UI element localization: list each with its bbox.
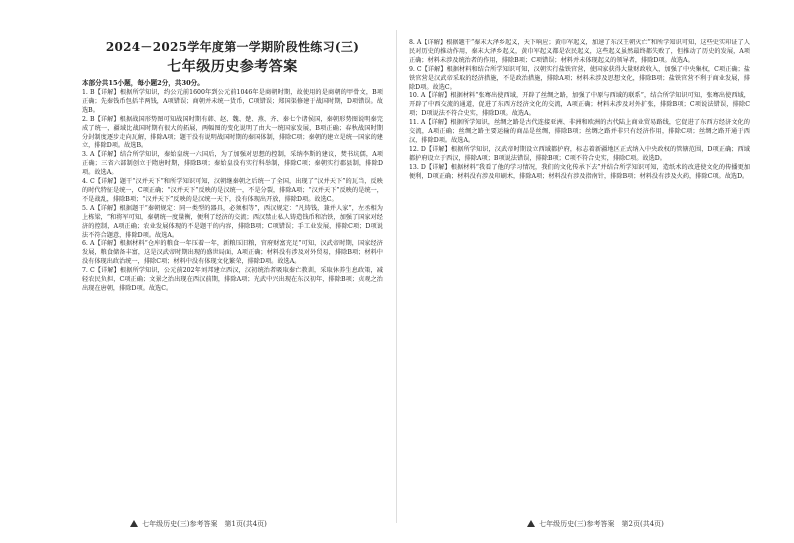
right-column xyxy=(409,39,750,513)
answer-item: 8. A【详解】根据题干“秦末大泽乡起义，天下响应；黄巾军起义，加速了东汉王朝灭亡”和所学知识可知，这些史实印证了人民对历史的推动作用，秦末大泽乡起义，黄巾军起义都是农民起义，这些起义虽然最终都失败了，但推动了历史的发展，A项正确；材料未涉及统治者的作用，排除B项；C项错误；材料并未体现起义的领导者，排除D项。故选A。 xyxy=(409,39,750,64)
footer-right xyxy=(397,519,794,529)
answer-item: 3. A【详解】结合所学知识，秦始皇统一六国后，为了加强对思想的控制，采纳李斯的建议，焚书坑儒，A项正确；三省六部制创立于隋唐时期，排除B项；秦始皇没有实行科举制，排除C项；秦朝实行郡县制，排除D项。故选A。 xyxy=(82,151,383,177)
answer-item: 11. A【详解】根据所学知识，丝绸之路是古代连接亚洲、非洲和欧洲的古代陆上商业贸易路线，它促进了东西方经济文化的交流，A项正确；丝绸之路主要运输的商品是丝绸，排除B项；丝绸之路并非只有经济作用，排除C项；丝绸之路开通于西汉，排除D项。故选A。 xyxy=(409,119,750,144)
answer-item: 7. C【详解】根据所学知识，公元前202年刘邦建立西汉，汉初统治者吸取秦亡教训，采取休养生息政策，减轻农民负担，C项正确；文景之治出现在西汉前期，排除A项；光武中兴出现在东汉初年，排除B项；贞观之治出现在唐朝，排除D项。故选C。 xyxy=(82,267,383,292)
footer-left-text: 七年级历史(三)参考答案 第1页(共4页) xyxy=(142,520,267,528)
doc-title-line1: 2024－2025学年度第一学期阶段性练习(三) xyxy=(105,40,360,54)
answer-item: 4. C【详解】题干“汉并天下”和所学知识可知，汉朝继秦朝之后统一了全国，出现了“汉并天下”的瓦当，反映的时代特征是统一，C项正确；“汉并天下”反映的是汉统一，不是分裂，排除A项；“汉并天下”反映的是统一，不是战乱，排除B项；“汉并天下”反映的是汉统一天下，没有体现出开放，排除D项。故选C。 xyxy=(82,178,383,203)
page-right xyxy=(397,0,794,543)
footer-right-text: 七年级历史(三)参考答案 第2页(共4页) xyxy=(539,520,664,528)
answer-item: 9. C【详解】根据材料和结合所学知识可知，汉朝实行盐铁官营，使国家获得大量财政收入，加强了中央集权，C项正确；盐铁官营是汉武帝采取的经济措施，不是政治措施，排除A项；材料未涉及思想文化，排除B项；盐铁官营不利于商业发展，排除D项。故选C。 xyxy=(409,65,750,91)
answer-item: 6. A【详解】根据材料“仓库的粮食一年压着一年，新粮压旧粮，官府财富充足”可知，汉武帝时期，国家经济发展，粮食储备丰富，这是汉武帝时期出现的盛世局面，A项正确；材料没有涉及对外贸易，排除B项；材料中没有体现出政治统一，排除C项；材料中没有体现文化繁荣，排除D项。故选A。 xyxy=(82,240,383,266)
answer-item: 13. D【详解】根据材料“我看了他的学习情况，我们的文化传承下去”并结合所学知识可知，造纸术的改进使文化的传播更加便利，D项正确；材料没有涉及印刷术，排除A项；材料没有涉及指南针，排除B项；材料没有涉及火药，排除C项。故选D。 xyxy=(409,163,750,180)
triangle-logo-icon xyxy=(130,520,138,527)
answer-item: 5. A【详解】根据题干“秦朝规定：同一类型的器具，必须相等”，西汉规定：“凡铸钱，兼并人家”，左丞相为上栋梁，“和将军可知，秦朝统一度量衡，便利了经济的交流；西汉禁止私人铸造钱币和冶铁，加强了国家对经济的控制，A项正确；农业发展体现的不是题干的内容，排除B项；C项错误；手工业发展，排除C项；D项说法不符合题意，排除D项。故选A。 xyxy=(82,204,383,239)
triangle-logo-icon xyxy=(527,520,535,527)
answer-item: 2. B【详解】根据战国形势图可知战国时期有韩、赵、魏、楚、燕、齐、秦七个诸侯国，秦朝形势图说明秦完成了统一，疆域比战国时期有很大的拓展，两幅图的变化说明了由大一统国家发展，B项正确；春秋战国时期分封制度逐步走向瓦解，排除A项；题干没有说明战国时期的秦国体制，排除C项；秦朝的建立是统一国家的建立，排除D项。故选B。 xyxy=(82,115,383,150)
instructions: 本部分共15小题，每小题2分，共30分。 xyxy=(82,79,204,87)
answer-item: 10. A【详解】根据材料“张骞出使西域，开辟了丝绸之路，加强了中原与西域的联系”，结合所学知识可知，张骞出使西域，开辟了中西交流的通道，促进了东西方经济文化的交流，A项正确；材料未涉及对外扩张，排除B项；C项说法错误，排除C项；D项说法不符合史实，排除D项。故选A。 xyxy=(409,92,750,118)
answer-item: 1. B【详解】根据所学知识，约公元前1600年到公元前1046年是商朝时期，故使用的是商朝的甲骨文，B项正确；先秦钱币包括半两钱，A项错误；商朝并未统一货币，C项错误；郑国渠修建于战国时期，D项错误。故选B。 xyxy=(82,89,383,114)
left-column xyxy=(82,79,383,513)
doc-title-line2: 七年级历史参考答案 xyxy=(167,59,298,75)
footer-left xyxy=(0,519,397,529)
answer-item: 12. D【详解】根据所学知识，汉武帝时期设立西域都护府，标志着新疆地区正式纳入中央政权的管辖范围，D项正确；西域都护府设立于西汉，排除A项；B项说法错误，排除B项；C项不符合史实，排除C项。故选D。 xyxy=(409,145,750,162)
